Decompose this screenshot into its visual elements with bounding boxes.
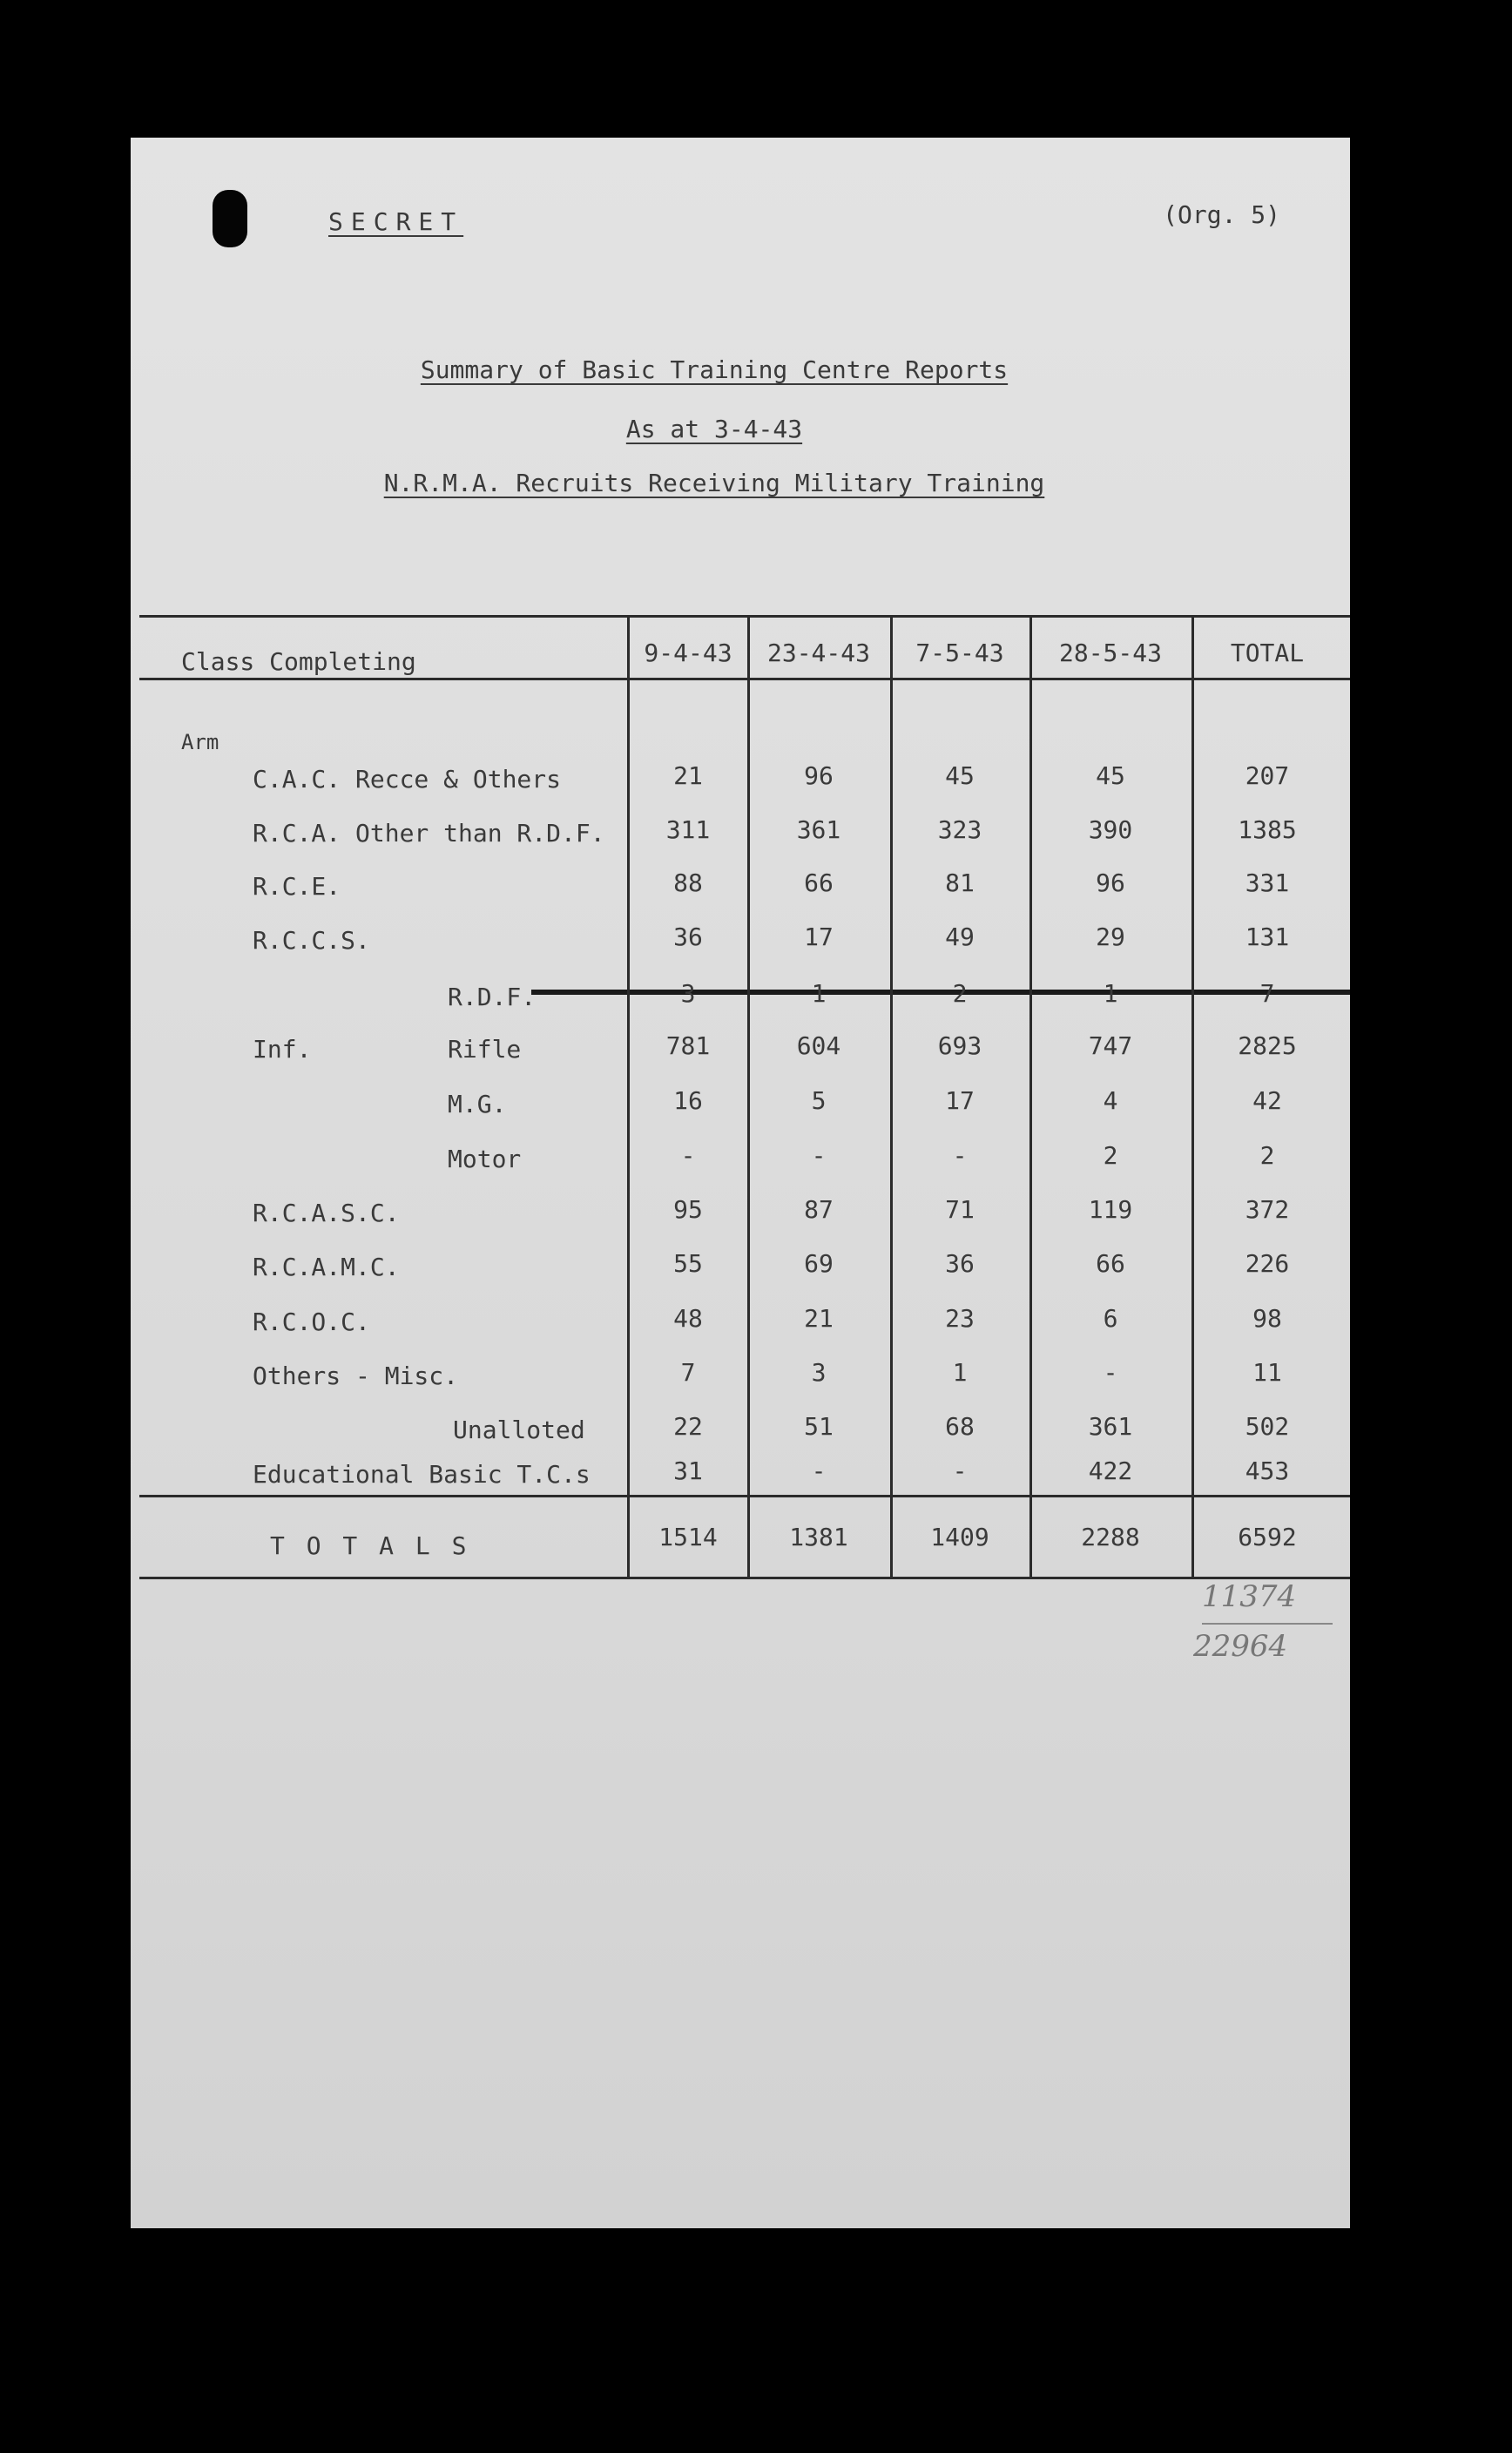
table-cell: 45 (1096, 761, 1125, 790)
table-cell: 95 (673, 1195, 703, 1224)
table-cell: 98 (1252, 1304, 1282, 1333)
table-cell: 3 (811, 1358, 827, 1387)
total-cell: 2288 (1081, 1523, 1140, 1551)
table-cell: 502 (1245, 1412, 1290, 1441)
row-label: Motor (448, 1145, 522, 1173)
table-cell: 68 (945, 1412, 975, 1441)
row-label: C.A.C. Recce & Others (253, 765, 562, 794)
table-cell: 781 (665, 1031, 711, 1060)
table-cell: 29 (1096, 922, 1125, 951)
document-subtitle: N.R.M.A. Recruits Receiving Military Training (383, 469, 1045, 497)
classification-mark: SECRET (328, 207, 464, 236)
row-label: Rifle (448, 1035, 522, 1064)
row-label: R.C.E. (253, 872, 341, 901)
row-label: M.G. (448, 1090, 507, 1118)
table-cell: 21 (673, 761, 703, 790)
row-label: Unalloted (453, 1416, 585, 1444)
row-label: R.C.A.S.C. (253, 1199, 400, 1227)
table-cell: - (952, 1456, 968, 1485)
row-label: R.C.O.C. (253, 1308, 370, 1336)
handwritten-note: 22964 (1193, 1629, 1288, 1664)
table-cell: 2 (1259, 1141, 1275, 1170)
table-cell: 390 (1088, 815, 1133, 844)
col-divider (1191, 615, 1194, 1577)
table-cell: 16 (673, 1086, 703, 1115)
table-cell: 36 (673, 922, 703, 951)
row-label: Educational Basic T.C.s (253, 1460, 591, 1489)
table-cell: 5 (811, 1086, 827, 1115)
table-bottom-rule (139, 1577, 1350, 1579)
total-cell: 1409 (930, 1523, 989, 1551)
table-cell: 81 (945, 868, 975, 897)
table-cell: 3 (680, 979, 696, 1008)
table-cell: 1385 (1238, 815, 1297, 844)
table-cell: 6 (1103, 1304, 1118, 1333)
table-cell: 693 (937, 1031, 982, 1060)
table-cell: 31 (673, 1456, 703, 1485)
binder-hole (213, 190, 247, 247)
table-cell: 323 (937, 815, 982, 844)
table-cell: 51 (804, 1412, 834, 1441)
table-cell: 36 (945, 1249, 975, 1278)
arm-label: Arm (181, 730, 219, 754)
table-cell: 11 (1252, 1358, 1282, 1387)
table-cell: 119 (1088, 1195, 1133, 1224)
table-cell: 226 (1245, 1249, 1290, 1278)
table-cell: 55 (673, 1249, 703, 1278)
table-cell: 7 (680, 1358, 696, 1387)
table-cell: - (811, 1141, 827, 1170)
table-top-rule (139, 615, 1350, 618)
handwritten-rule (1202, 1623, 1333, 1625)
table-cell: 453 (1245, 1456, 1290, 1485)
table-cell: 372 (1245, 1195, 1290, 1224)
table-cell: 1 (952, 1358, 968, 1387)
table-cell: 2 (1103, 1141, 1118, 1170)
table-cell: 96 (804, 761, 834, 790)
table-cell: 21 (804, 1304, 834, 1333)
table-cell: 66 (804, 868, 834, 897)
row-label: R.D.F. (448, 983, 537, 1011)
column-header: TOTAL (1230, 639, 1305, 667)
totals-top-rule (139, 1495, 1350, 1497)
totals-label: T O T A L S (270, 1531, 470, 1560)
table-cell: 96 (1096, 868, 1125, 897)
column-header: 28-5-43 (1058, 639, 1162, 667)
table-cell: 48 (673, 1304, 703, 1333)
table-cell: 2 (952, 979, 968, 1008)
table-cell: 361 (796, 815, 841, 844)
total-cell: 6592 (1238, 1523, 1297, 1551)
table-cell: 66 (1096, 1249, 1125, 1278)
table-cell: 87 (804, 1195, 834, 1224)
row-header-label: Class Completing (181, 647, 416, 676)
table-cell: 88 (673, 868, 703, 897)
document-title: Summary of Basic Training Centre Reports (420, 355, 1009, 384)
table-cell: 361 (1088, 1412, 1133, 1441)
table-cell: - (952, 1141, 968, 1170)
header-rule (139, 678, 1350, 680)
table-cell: 747 (1088, 1031, 1133, 1060)
document-date: As at 3-4-43 (625, 415, 803, 443)
table-cell: 1 (1103, 979, 1118, 1008)
table-cell: 69 (804, 1249, 834, 1278)
table-cell: 45 (945, 761, 975, 790)
table-cell: 71 (945, 1195, 975, 1224)
table-cell: 17 (945, 1086, 975, 1115)
table-cell: 604 (796, 1031, 841, 1060)
row-label: Others - Misc. (253, 1362, 459, 1390)
table-cell: 331 (1245, 868, 1290, 897)
table-cell: 311 (665, 815, 711, 844)
table-cell: 49 (945, 922, 975, 951)
table-cell: 422 (1088, 1456, 1133, 1485)
table-cell: 22 (673, 1412, 703, 1441)
total-cell: 1514 (658, 1523, 718, 1551)
column-header: 9-4-43 (644, 639, 732, 667)
table-cell: 2825 (1238, 1031, 1297, 1060)
row-label: R.C.C.S. (253, 926, 370, 955)
table-cell: 42 (1252, 1086, 1282, 1115)
document-page (131, 138, 1350, 2228)
row-label: R.C.A.M.C. (253, 1253, 400, 1281)
table-cell: 23 (945, 1304, 975, 1333)
col-divider (1029, 615, 1032, 1577)
column-header: 23-4-43 (766, 639, 870, 667)
row-label: R.C.A. Other than R.D.F. (253, 819, 605, 848)
row-group-label: Inf. (253, 1035, 312, 1064)
table-cell: 1 (811, 979, 827, 1008)
table-cell: 17 (804, 922, 834, 951)
table-cell: - (811, 1456, 827, 1485)
table-cell: 4 (1103, 1086, 1118, 1115)
handwritten-note: 11374 (1202, 1579, 1297, 1614)
org-reference: (Org. 5) (1163, 200, 1280, 229)
table-cell: - (680, 1141, 696, 1170)
table-cell: 7 (1259, 979, 1275, 1008)
total-cell: 1381 (789, 1523, 848, 1551)
column-header: 7-5-43 (915, 639, 1004, 667)
table-cell: 207 (1245, 761, 1290, 790)
table-cell: - (1103, 1358, 1118, 1387)
table-cell: 131 (1245, 922, 1290, 951)
